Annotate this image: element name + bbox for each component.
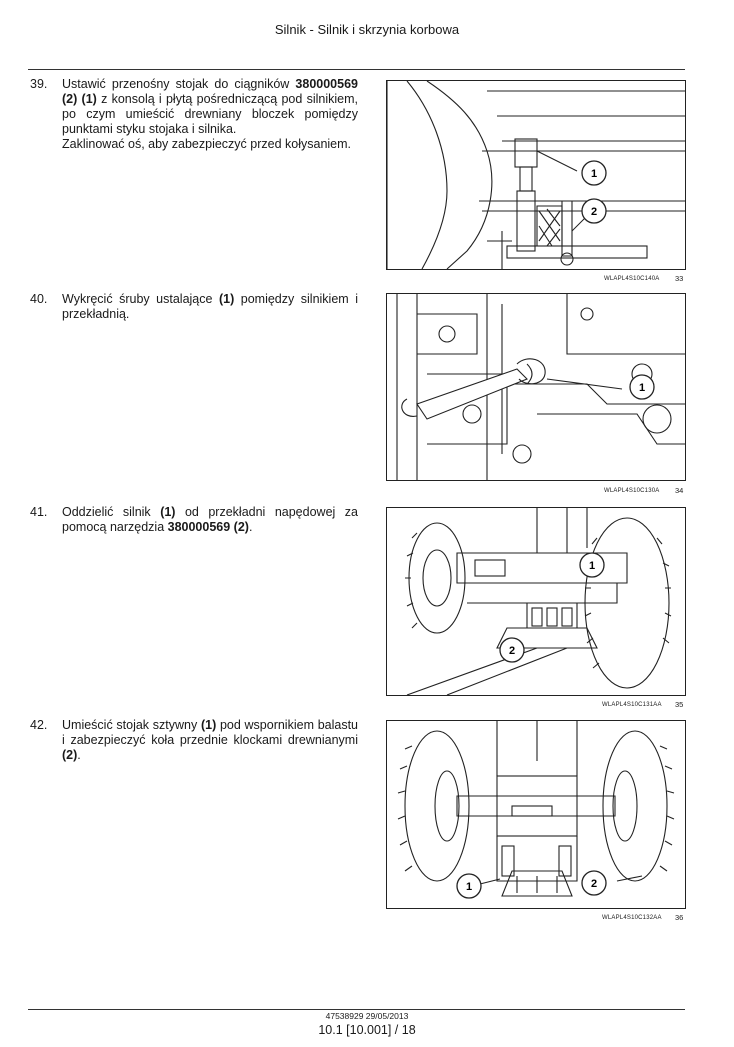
step-text-part: . [77, 748, 81, 762]
svg-text:1: 1 [465, 881, 473, 893]
step-text [62, 292, 358, 322]
step-number: 39. [30, 77, 48, 91]
callout-1 [580, 553, 604, 577]
callout-1 [457, 874, 481, 898]
step-text-part: . [248, 520, 253, 534]
step-text [62, 505, 358, 535]
figure-code: WLAPL4S10C140A [604, 276, 660, 282]
step-text-bold: 380000569 (2) [62, 77, 358, 106]
header-rule [28, 69, 685, 70]
page-header-title: Silnik - Silnik i skrzynia korbowa [274, 22, 460, 37]
figure-number: 36 [675, 913, 684, 922]
figure-code: WLAPL4S10C132AA [602, 915, 662, 921]
step-text-part: pomiędzy silnikiem i przekładnią. [62, 292, 358, 321]
figure-illustration [387, 81, 685, 269]
callout-2 [582, 871, 606, 895]
svg-text:1: 1 [588, 560, 596, 572]
step-text-part: z konsolą i płytą pośredniczącą pod silnikiem, po czym umieścić drewniany bloczek pomiędzy punktami styku stojaka i silnika. [62, 92, 358, 136]
svg-text:2: 2 [590, 878, 598, 890]
step-text-part: Umieścić stojak sztywny [62, 718, 201, 732]
step-text-bold: 380000569 (2) [167, 520, 249, 534]
step-number: 42. [30, 718, 48, 732]
step-number: 41. [30, 505, 48, 519]
svg-text:1: 1 [590, 168, 598, 180]
step-text-bold: (1) [200, 718, 217, 732]
figure-number: 33 [675, 274, 684, 283]
footer-doc-ref: 47538929 29/05/2013 [325, 1011, 409, 1021]
step-number: 40. [30, 292, 48, 306]
svg-text:1: 1 [638, 382, 646, 394]
callout-2 [582, 199, 606, 223]
step-text-part: pod wspornikiem balastu i zabezpieczyć koła przednie klockami drewnianymi [62, 718, 358, 747]
figure-number: 35 [675, 700, 684, 709]
step-text-bold: (2) [62, 748, 78, 762]
figure-36 [386, 720, 686, 909]
step-text [62, 77, 358, 152]
figure-35 [386, 507, 686, 696]
footer-page-number: 10.1 [10.001] / 18 [318, 1023, 416, 1037]
step-text-bold: (1) [218, 292, 235, 306]
figure-number: 34 [675, 486, 684, 495]
figure-illustration [387, 508, 685, 695]
step-text-note: Zaklinować oś, aby zabezpieczyć przed kołysaniem. [62, 137, 352, 151]
callout-1 [630, 375, 654, 399]
figure-code: WLAPL4S10C130A [604, 488, 660, 494]
figure-illustration [387, 294, 685, 480]
step-text-part: Oddzielić silnik [62, 505, 161, 519]
step-text-part: Wykręcić śruby ustalające [62, 292, 219, 306]
step-text-bold: (1) [160, 505, 176, 519]
svg-text:2: 2 [590, 206, 598, 218]
svg-text:2: 2 [508, 645, 516, 657]
step-text-bold: (1) [81, 92, 97, 106]
footer-rule [28, 1009, 685, 1010]
step-text [62, 718, 358, 763]
figure-code: WLAPL4S10C131AA [602, 702, 662, 708]
step-text-part: od przekładni napędowej za pomocą narzędzia [62, 505, 358, 534]
step-text-part: Ustawić przenośny stojak do ciągników [62, 77, 296, 91]
figure-33 [386, 80, 686, 270]
figure-illustration [387, 721, 685, 908]
callout-2 [500, 638, 524, 662]
figure-34 [386, 293, 686, 481]
callout-1 [582, 161, 606, 185]
